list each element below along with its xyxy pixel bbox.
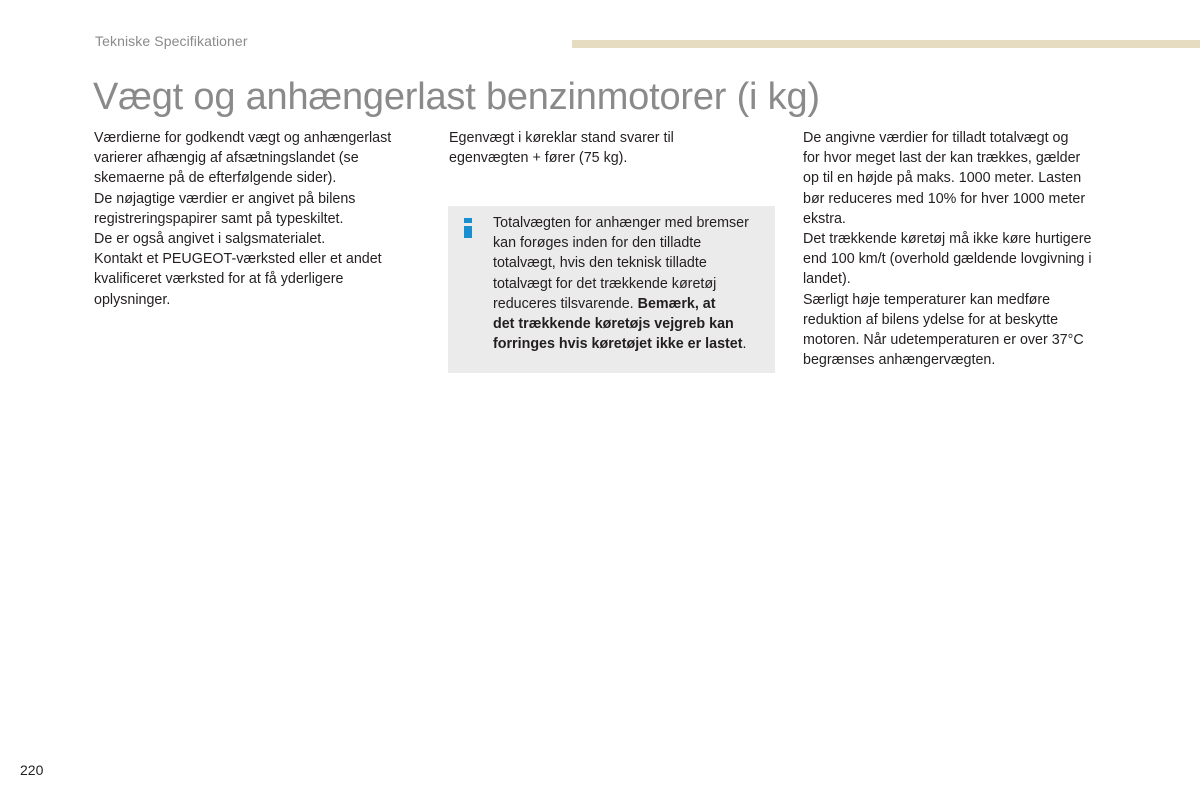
info-box	[448, 206, 775, 373]
text-line	[493, 314, 773, 334]
text-line: De er også angivet i salgsmaterialet.	[94, 231, 326, 248]
text-bold: Bemærk, at	[637, 295, 716, 312]
info-icon	[464, 218, 472, 238]
column-general-info	[94, 128, 424, 310]
text-line	[493, 294, 773, 314]
text-line: egenvægten + fører (75 kg).	[449, 150, 628, 167]
info-text	[493, 213, 773, 354]
column-curb-weight	[449, 128, 779, 168]
text-line: bør reduceres med 10% for hver 1000 meter	[803, 190, 1086, 207]
text-line: oplysninger.	[94, 291, 171, 308]
text-line: landet).	[803, 271, 851, 288]
text-bold: det trækkende køretøjs vejgreb kan	[493, 316, 734, 333]
text-line: kvalificeret værksted for at få yderligere	[94, 271, 344, 288]
text-line: Det trækkende køretøj må ikke køre hurtigere	[803, 231, 1092, 248]
text-regular: reduceres tilsvarende.	[493, 295, 638, 312]
text-line: reduktion af bilens ydelse for at beskytte	[803, 311, 1059, 328]
text-regular: .	[742, 336, 747, 353]
text-line: registreringspapirer samt på typeskiltet.	[94, 210, 344, 227]
text-line: motoren. Når udetemperaturen er over 37°C	[803, 332, 1084, 349]
text-line: Totalvægten for anhænger med bremser	[493, 215, 749, 231]
text-line: Værdierne for godkendt vægt og anhængerlast	[94, 130, 392, 146]
text-line: op til en højde på maks. 1000 meter. Lasten	[803, 170, 1082, 187]
text-line: Egenvægt i køreklar stand svarer til	[449, 130, 674, 146]
text-line: begrænses anhængervægten.	[803, 352, 996, 369]
text-line: for hvor meget last der kan trækkes, gælder	[803, 150, 1081, 167]
text-line: end 100 km/t (overhold gældende lovgivning i	[803, 251, 1092, 268]
section-header: Tekniske Specifikationer	[95, 33, 248, 49]
text-line: skemaerne på de efterfølgende sider).	[94, 170, 337, 187]
text-line: varierer afhængig af afsætningslandet (se	[94, 150, 359, 167]
text-line: Kontakt et PEUGEOT-værksted eller et andet	[94, 251, 382, 268]
header-rule	[572, 40, 1200, 48]
text-line: ekstra.	[803, 210, 846, 227]
text-bold: forringes hvis køretøjet ikke er lastet	[493, 336, 743, 353]
text-line: De nøjagtige værdier er angivet på bilens	[94, 190, 356, 207]
text-line: Særligt høje temperaturer kan medføre	[803, 291, 1051, 308]
column-altitude-speed	[803, 128, 1133, 370]
text-line: De angivne værdier for tilladt totalvægt og	[803, 130, 1069, 146]
text-line: totalvægt for det trækkende køretøj	[493, 275, 717, 292]
text-line: totalvægt, hvis den teknisk tilladte	[493, 255, 707, 272]
page-number: 220	[20, 762, 44, 778]
text-line: kan forøges inden for den tilladte	[493, 235, 702, 252]
text-line	[493, 334, 773, 354]
page-title: Vægt og anhængerlast benzinmotorer (i kg)	[93, 76, 820, 118]
